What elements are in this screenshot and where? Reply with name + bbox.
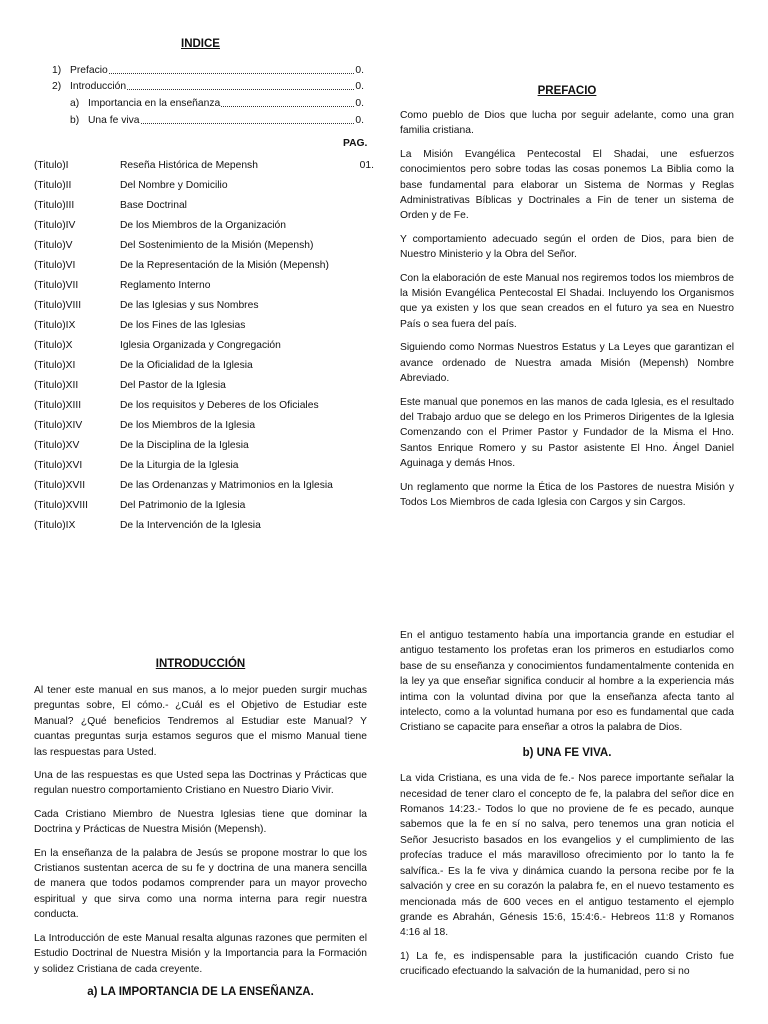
titulo-row[interactable]: [34, 278, 374, 293]
titulo-description: De los Fines de las Iglesias: [120, 320, 246, 331]
toc-label: Introducción: [70, 81, 127, 92]
titulo-description: De la Disciplina de la Iglesia: [120, 440, 249, 451]
titulo-row[interactable]: [34, 258, 374, 273]
toc-subentry-importancia[interactable]: [70, 96, 364, 111]
prefacio-paragraph: Este manual que ponemos en las manos de cada Iglesia, es el resultado del Trabajo arduo que se delego en los Primeros Dirigentes de la Iglesia Comenzando con el Primer Pastor y Fundador de la Misma el Hno. Santos Enrique Romero y su Pastor asistente El Hno. Ángel Daniel Aguinaga y demás Hnos.: [400, 396, 734, 470]
titulo-number: (Titulo)XVI: [34, 460, 83, 471]
titulo-page: [354, 378, 374, 393]
titulo-description: Del Sostenimiento de la Misión (Mepensh): [120, 240, 314, 251]
titulo-number: (Titulo)III: [34, 200, 75, 211]
titulo-row[interactable]: [34, 178, 374, 193]
prefacio-paragraph: Un reglamento que norme la Ética de los Pastores de nuestra Misión y Todos Los Miembros de cada Iglesia con Cargos y sin Cargos.: [400, 481, 734, 508]
prefacio-paragraph: Como pueblo de Dios que lucha por seguir adelante, como una gran familia cristiana.: [400, 110, 734, 137]
index-title: INDICE: [181, 38, 220, 50]
titulo-description: Base Doctrinal: [120, 200, 187, 211]
titulo-row[interactable]: [34, 378, 374, 393]
toc-entry-introduccion[interactable]: [52, 79, 364, 94]
titulo-row[interactable]: [34, 398, 374, 413]
toc-page: 0.: [355, 98, 364, 109]
titulo-row[interactable]: [34, 338, 374, 353]
titulo-row[interactable]: [34, 158, 374, 173]
titulo-page: [354, 178, 374, 193]
titulo-description: Reseña Histórica de Mepensh: [120, 160, 258, 171]
toc-leader-dots: [109, 63, 355, 74]
titulo-row[interactable]: [34, 298, 374, 313]
fe-justificacion-paragraph: 1) La fe, es indispensable para la justificación cuando Cristo fue crucificado efectuando la salvación de la humanidad, pero si no: [400, 950, 734, 978]
toc-page: 0.: [355, 81, 364, 92]
titulo-row[interactable]: [34, 438, 374, 453]
titulo-description: De la Intervención de la Iglesia: [120, 520, 261, 531]
titulo-row[interactable]: [34, 318, 374, 333]
titulo-page: [354, 298, 374, 313]
prefacio-title: PREFACIO: [537, 85, 597, 97]
titulo-page: [354, 398, 374, 413]
titulo-number: (Titulo)XI: [34, 360, 76, 371]
prefacio-paragraph: Siguiendo como Normas Nuestros Estatus y La Leyes que garantizan el avance ordenado de Nuestra amada Misión (Mepensh) Nombre Abreviado.: [400, 342, 734, 385]
toc-entry-prefacio[interactable]: [52, 63, 364, 78]
titulo-page: [354, 338, 374, 353]
introduccion-title: INTRODUCCIÓN: [155, 658, 246, 670]
titulo-description: De la Representación de la Misión (Mepensh): [120, 260, 329, 271]
titulo-page: [354, 458, 374, 473]
titulo-row[interactable]: [34, 238, 374, 253]
titulo-page: [354, 498, 374, 513]
toc-leader-dots: [127, 79, 354, 90]
titulo-row[interactable]: [34, 218, 374, 233]
toc-label: Prefacio: [70, 65, 108, 76]
introduccion-paragraph: Al tener este manual en sus manos, a lo mejor pueden surgir muchas preguntas sobre, El cómo.- ¿Cuál es el Objetivo de Estudiar este Manual? ¿Qué beneficios Tendremos al Estudiar este Manual? Y cuantas preguntas surja estamos seguros que el mismo Manual tiene las respuestas para Usted.: [34, 685, 367, 758]
prefacio-paragraph: Con la elaboración de este Manual nos regiremos todos los miembros de la Misión Evangélica Pentecostal El Shadai. Incluyendo los Organismos que ya existen y los que sean creados en el futuro ya sea en Nuestro País o sea fuera del país.: [400, 272, 734, 330]
titulo-description: De los Miembros de la Organización: [120, 220, 286, 231]
titulo-row[interactable]: [34, 418, 374, 433]
titulo-row[interactable]: [34, 478, 374, 493]
page-column-header: PAG.: [343, 138, 368, 149]
titulo-description: De los requisitos y Deberes de los Oficiales: [120, 400, 319, 411]
titulo-number: (Titulo)VI: [34, 260, 76, 271]
introduccion-paragraph: Cada Cristiano Miembro de Nuestra Iglesias tiene que dominar la Doctrina y Prácticas de Nuestra Misión (Mepensh).: [34, 808, 367, 836]
toc-number: a): [70, 98, 80, 109]
toc-number: 1): [52, 65, 62, 76]
introduccion-body: [34, 683, 367, 1000]
titulo-row[interactable]: [34, 198, 374, 213]
titulo-page: [354, 258, 374, 273]
titulo-page: [354, 418, 374, 433]
titulo-page: [354, 318, 374, 333]
titulo-page: [354, 358, 374, 373]
prefacio-body: [400, 108, 734, 510]
toc-subentry-fe-viva[interactable]: [70, 113, 364, 128]
titulo-description: Del Pastor de la Iglesia: [120, 380, 226, 391]
titulo-description: De los Miembros de la Iglesia: [120, 420, 256, 431]
toc-page: 0.: [355, 65, 364, 76]
titulo-description: De la Oficialidad de la Iglesia: [120, 360, 253, 371]
titulo-description: De las Iglesias y sus Nombres: [120, 300, 259, 311]
titulo-description: Del Patrimonio de la Iglesia: [120, 500, 246, 511]
right-bottom-body: [400, 628, 734, 980]
titulo-number: (Titulo)IX: [34, 320, 76, 331]
titulo-page: [354, 218, 374, 233]
titulo-row[interactable]: [34, 458, 374, 473]
toc-leader-dots: [221, 96, 354, 107]
titulo-number: (Titulo)XVII: [34, 480, 86, 491]
titulo-number: (Titulo)XII: [34, 380, 79, 391]
prefacio-paragraph: Y comportamiento adecuado según el orden de Dios, para bien de Nuestro Ministerio y la Obra del Señor.: [400, 233, 734, 261]
titulo-row[interactable]: [34, 498, 374, 513]
titulo-number: (Titulo)X: [34, 340, 73, 351]
titulo-number: (Titulo)II: [34, 180, 72, 191]
titulo-page: [354, 518, 374, 533]
toc-number: b): [70, 115, 80, 126]
titulo-number: (Titulo)XIV: [34, 420, 83, 431]
titulo-description: De la Liturgia de la Iglesia: [120, 460, 239, 471]
titulo-number: (Titulo)VII: [34, 280, 79, 291]
titulo-number: (Titulo)V: [34, 240, 73, 251]
titulo-description: Del Nombre y Domicilio: [120, 180, 228, 191]
titulo-number: (Titulo)IX: [34, 520, 76, 531]
titulo-page: [354, 198, 374, 213]
titulo-number: (Titulo)VIII: [34, 300, 82, 311]
toc-page: 0.: [355, 115, 364, 126]
titulo-description: Iglesia Organizada y Congregación: [120, 340, 281, 351]
titulo-page: [354, 478, 374, 493]
titulo-row[interactable]: [34, 358, 374, 373]
prefacio-paragraph: La Misión Evangélica Pentecostal El Shadai, une esfuerzos conocimientos pero sobre todas las cosas ponemos La Biblia como la base fundamental para elaborar un Sistema de Normas y Reglas Administrativas Bíblicas y Doctrinales a Fin de tener un sistema de Orden y de Fe.: [400, 148, 734, 222]
introduccion-paragraph: La Introducción de este Manual resalta algunas razones que permiten el Estudio Doctrinal de Nuestra Misión y la Importancia para la Formación y solidez Cristiana de cada creyente.: [34, 932, 367, 975]
toc-leader-dots: [141, 113, 355, 124]
titulo-description: Reglamento Interno: [120, 280, 211, 291]
titulo-number: (Titulo)IV: [34, 220, 76, 231]
subheading-fe-viva: b) UNA FE VIVA.: [522, 746, 612, 759]
toc-number: 2): [52, 81, 62, 92]
titulo-number: (Titulo)XV: [34, 440, 80, 451]
titulo-number: (Titulo)XIII: [34, 400, 82, 411]
toc-label: Importancia en la enseñanza: [88, 98, 221, 109]
subheading-importancia: a) LA IMPORTANCIA DE LA ENSEÑANZA.: [87, 985, 314, 998]
titulo-number: (Titulo)I: [34, 160, 69, 171]
ensenanza-paragraph: En el antiguo testamento había una importancia grande en estudiar el antiguo testamento los profetas eran los primeros en estudiarlos como base de su enseñanza y conocimientos fundamentalmente contenida en la ley ya que enseñar significa conducir al hombre a la experiencia más intima con la voluntad divina por que la enseñanza afecta tanto al intelecto, como a la voluntad humana por eso es fundamental que cada Cristiano se capacite para enseñar a otros la palabra de Dios.: [400, 630, 734, 734]
fe-viva-paragraph: La vida Cristiana, es una vida de fe.- Nos parece importante señalar la necesidad de tener claro el concepto de fe, la palabra del señor dice en Romanos 14:23.- Todos lo que no proviene de fe es pecado, aunque sabemos que la fe en sí no salva, pero tenemos una gran noticia el Señor Jesucristo basados en los evangelios y el cumplimiento de las profecías traduce el más maravilloso ofrecimiento por lo tanto la fe salvífica.- Es la fe viva y dinámica cuando la persona recibe por fe la salvación y cree en su corazón la palabra fe, en el nuevo testamento es mencionada más de 600 veces en el antiguo testamento el ejemplo grande es Abrahán, Génesis 15:6, 15:4:6.- Hebreos 11:8 y Romanos 4:16 al 18.: [400, 773, 734, 939]
titulo-number: (Titulo)XVIII: [34, 500, 88, 511]
titulo-page: [354, 438, 374, 453]
introduccion-paragraph: En la enseñanza de la palabra de Jesús se propone mostrar lo que los Cristianos sustentan acerca de su fe y doctrina de una manera sencilla de manera que todos podamos comprender para un mayor provecho espiritual y que sirva como una norma interna para regir nuestra conducta.: [34, 847, 367, 921]
titulo-page: [354, 278, 374, 293]
titulo-page: 01.: [359, 160, 374, 171]
titulo-page: [354, 238, 374, 253]
titulo-description: De las Ordenanzas y Matrimonios en la Iglesia: [120, 480, 333, 491]
toc-label: Una fe viva: [88, 115, 140, 126]
introduccion-paragraph: Una de las respuestas es que Usted sepa las Doctrinas y Prácticas que regulan nuestro comportamiento Cristiano en Nuestro Diario Vivir.: [34, 770, 367, 797]
titulo-row[interactable]: [34, 518, 374, 533]
